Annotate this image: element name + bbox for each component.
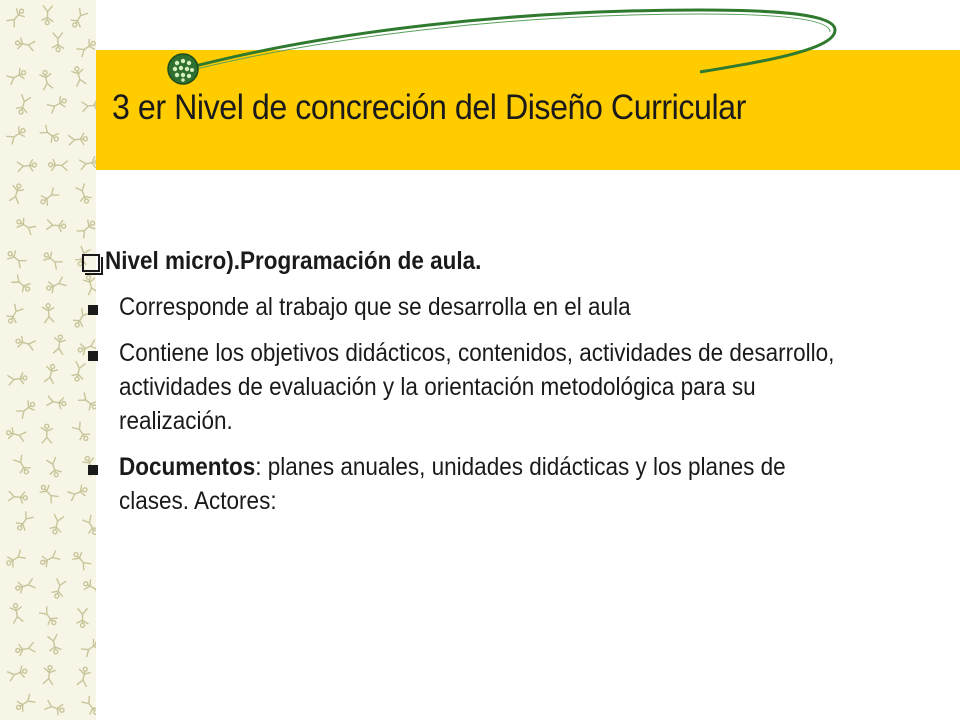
section-heading: Nivel micro).Programación de aula. [105,247,482,275]
filled-square-bullet-icon [88,351,98,361]
bullet-list [82,244,942,530]
filled-square-bullet-icon [88,305,98,315]
list-item [82,450,942,518]
list-item [82,290,942,324]
bullet-text: Contiene los objetivos didácticos, contenidos, actividades de desarrollo, actividades de evaluación y la orientación metodológica para su realización. [119,339,835,435]
bullet-rest: : planes anuales, unidades didácticas y los planes de clases. Actores: [119,453,786,515]
list-item [82,244,942,278]
list-item [82,336,942,438]
bullet-text [119,450,860,518]
slide-title: 3 er Nivel de concreción del Diseño Curricular [112,88,746,127]
bullet-lead-word: Documentos [119,453,256,481]
bullet-text: Corresponde al trabajo que se desarrolla en el aula [119,293,631,321]
green-dotted-circle-icon [166,52,200,86]
hollow-square-bullet-icon [82,254,100,272]
filled-square-bullet-icon [88,465,98,475]
